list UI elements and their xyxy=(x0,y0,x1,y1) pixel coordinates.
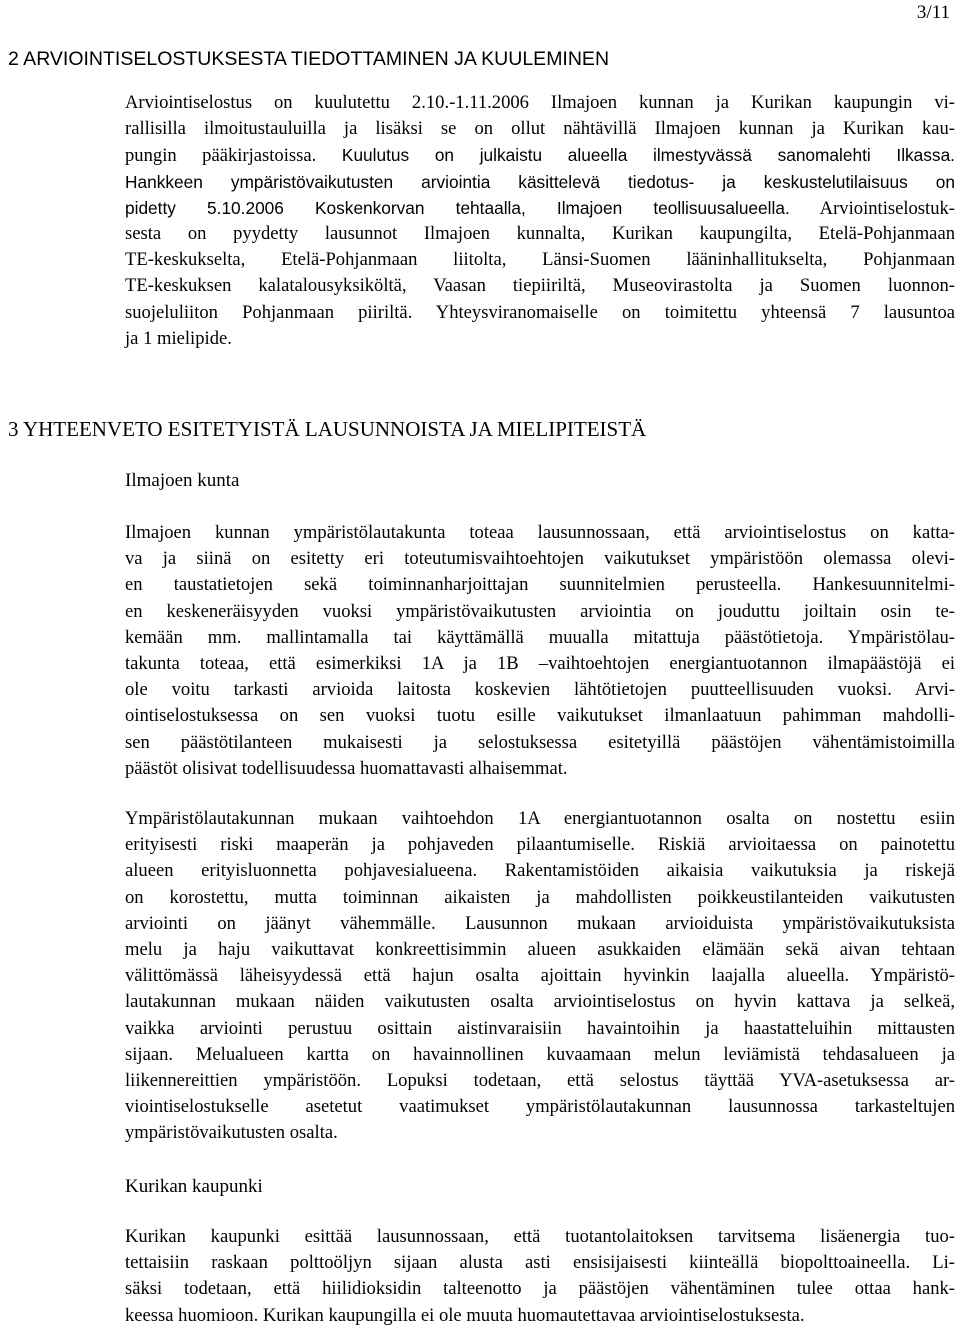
text-fragment: Arviointiselostuk- xyxy=(789,197,955,219)
text-line: Hankkeen ympäristövaikutusten arviointia käsittelevä tiedotus- ja keskustelutilaisuus on xyxy=(125,171,955,192)
text-line: TE-keskuksen kalatalousyksiköltä, Vaasan tiepiiriltä, Museovirastolta ja Suomen luonnon- xyxy=(125,275,955,297)
text-line: välittömässä läheisyydessä että hajun osalta ajoittain hyvinkin laajalla alueella. Ympäristö- xyxy=(125,965,955,987)
text-line: vaikka arviointi perustuu osittain aistinvaraisiin havaintoihin ja haastatteluihin mittausten xyxy=(125,1017,955,1039)
ilmajoki-paragraph-1 xyxy=(125,520,955,782)
text-line: säksi todetaan, että hiilidioksidin talteenotto ja päästöjen vähentäminen tulee ottaa hank- xyxy=(125,1278,955,1300)
text-line xyxy=(125,195,955,221)
text-line: on korostettu, mutta toiminnan aikaisten ja mahdollisten poikkeustilanteiden vaikutusten xyxy=(125,886,955,908)
text-line: sijaan. Melualueen kartta on havainnollinen kuvaamaan melun leviämistä tehdasalueen ja xyxy=(125,1043,955,1065)
text-line: kemään mm. mallintamalla tai käyttämällä muualla mitattuja päästötietoja. Ympäristölau- xyxy=(125,626,955,648)
text-line: sesta on pyydetty lausunnot Ilmajoen kunnalta, Kurikan kaupungilta, Etelä-Pohjanmaan xyxy=(125,222,955,244)
text-line: liikennereittien ympäristöön. Lopuksi todetaan, että selostus täyttää YVA-asetuksessa ar- xyxy=(125,1069,955,1091)
text-fragment: pungin pääkirjastoissa. xyxy=(125,145,317,167)
text-line: päästöt olisivat todellisuudessa huomattavasti alhaisemmat. xyxy=(125,757,568,779)
text-line xyxy=(125,142,955,168)
text-line: TE-keskukselta, Etelä-Pohjanmaan liitolta, Länsi-Suomen lääninhallitukselta, Pohjanmaan xyxy=(125,249,955,271)
section-3-heading: 3 YHTEENVETO ESITETYISTÄ LAUSUNNOISTA JA MIELIPITEISTÄ xyxy=(8,417,647,441)
text-line: sen päästötilanteen mukaisesti ja selostuksessa esitetyillä päästöjen vähentämistoimilla xyxy=(125,731,955,753)
text-line: melu ja haju vaikuttavat konkreettisimmin alueen asukkaiden elämään sekä aivan tehtaan xyxy=(125,938,955,960)
text-line: arviointi on jäänyt vähemmälle. Lausunnon mukaan arvioiduista ympäristövaikutuksista xyxy=(125,912,955,934)
text-line: ja 1 mielipide. xyxy=(125,327,232,349)
text-line: Arviointiselostus on kuulutettu 2.10.-1.11.2006 Ilmajoen kunnan ja Kurikan kaupungin vi- xyxy=(125,92,955,113)
text-line: erityisesti riski maaperän ja pohjaveden pilaantumiselle. Riskiä arvioitaessa on painotettu xyxy=(125,834,955,856)
text-line: keessa huomioon. Kurikan kaupungilla ei ole muuta huomautettavaa arviointiselostuksesta. xyxy=(125,1304,805,1326)
text-fragment: Kuulutus on julkaistu alueella ilmestyvässä sanomalehti Ilkassa. xyxy=(316,145,955,166)
text-line: Kurikan kaupunki esittää lausunnossaan, että tuotantolaitoksen tarvitsema lisäenergia tuo- xyxy=(125,1226,955,1247)
text-line: viointiselostukselle asetetut vaatimukset ympäristölautakunnan lausunnossa tarkasteltujen xyxy=(125,1096,955,1118)
text-line: Ympäristölautakunnan mukaan vaihtoehdon 1A energiantuotannon osalta on nostettu esiin xyxy=(125,808,955,829)
text-line: Ilmajoen kunnan ympäristölautakunta toteaa lausunnossaan, että arviointiselostus on katta- xyxy=(125,522,955,543)
subheading-kurikan-kaupunki: Kurikan kaupunki xyxy=(125,1176,263,1197)
text-line: tettaisiin raskaan polttoöljyn sijaan alusta asti ensisijaisesti kiinteällä biopolttoaineella. Li- xyxy=(125,1252,955,1274)
kurikka-paragraph-1 xyxy=(125,1224,955,1329)
text-line: takunta toteaa, että esimerkiksi 1A ja 1B –vaihtoehtojen energiantuotannon ilmapäästöjä ei xyxy=(125,652,955,674)
text-line: en taustatietojen sekä toiminnanharjoittajan suunnitelmien perusteella. Hankesuunnitelmi- xyxy=(125,574,955,596)
text-line: rallisilla ilmoitustauluilla ja lisäksi se on ollut nähtävillä Ilmajoen kunnan ja Kurikan kau- xyxy=(125,118,955,140)
text-line: ointiselostuksessa on sen vuoksi tuotu esille vaikutukset ilmanlaatuun pahimman mahdolli- xyxy=(125,705,955,727)
page-number: 3/11 xyxy=(916,2,950,23)
ilmajoki-paragraph-2 xyxy=(125,806,955,1146)
text-line: en keskeneräisyyden vuoksi ympäristövaikutusten arviointia on jouduttu joiltain osin te- xyxy=(125,600,955,622)
text-line: va ja siinä on esitetty eri toteutumisvaihtoehtojen vaikutukset ympäristöön olemassa olevi- xyxy=(125,548,955,570)
text-line: ole voitu tarkasti arvioida laitosta koskevien lähtötietojen puutteellisuuden vuoksi. Arvi- xyxy=(125,679,955,701)
text-fragment: pidetty 5.10.2006 Koskenkorvan tehtaalla, Ilmajoen teollisuusalueella. xyxy=(125,197,790,218)
text-line: ympäristövaikutusten osalta. xyxy=(125,1122,338,1144)
section-2-paragraph xyxy=(125,90,955,352)
text-line: lautakunnan mukaan näiden vaikutusten osalta arviointiselostus on hyvin kattava ja selkeä, xyxy=(125,991,955,1013)
section-2-heading: 2 ARVIOINTISELOSTUKSESTA TIEDOTTAMINEN JA KUULEMINEN xyxy=(8,48,610,70)
text-line: alueen erityisluonnetta pohjavesialueena. Rakentamistöiden aikaisia vaikutuksia ja riskejä xyxy=(125,860,955,882)
text-line: suojeluliiton Pohjanmaan piiriltä. Yhteysviranomaiselle on toimitettu yhteensä 7 lausuntoa xyxy=(125,301,955,323)
subheading-ilmajoen-kunta: Ilmajoen kunta xyxy=(125,470,240,491)
